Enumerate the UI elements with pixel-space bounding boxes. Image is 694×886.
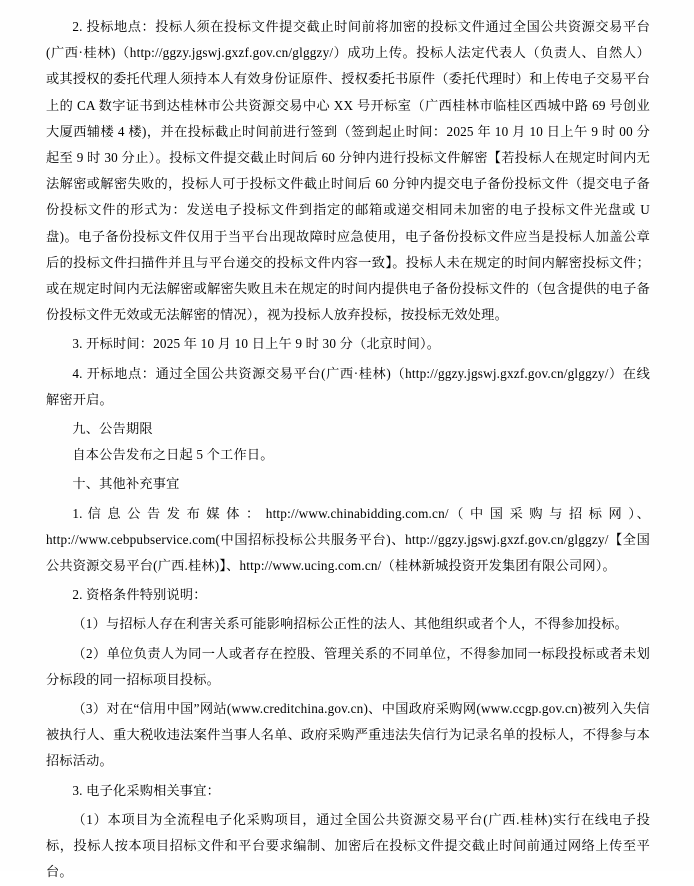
heading-section-nine: 九、公告期限: [72, 421, 153, 437]
paragraph-qualification-2: （2）单位负责人为同一人或者存在控股、管理关系的不同单位，不得参加同一标段投标或者未划分标段的同一招标项目投标。: [46, 645, 650, 687]
paragraph-e-procurement-note: 3. 电子化采购相关事宜：: [72, 782, 221, 798]
paragraph-section-nine-body: 自本公告发布之日起 5 个工作日。: [72, 447, 274, 463]
paragraph-qualification-note: 2. 资格条件特别说明：: [72, 587, 207, 603]
heading-section-ten: 十、其他补充事宜: [72, 476, 180, 492]
paragraph-qualification-3: （3）对在“信用中国”网站(www.creditchina.gov.cn)、中国政府采购网(www.ccgp.gov.cn)被列入失信被执行人、重大税收违法案件当事人名单、政府采购严重违法失信行为记录名单的投标人，不得参与本招标活动。: [46, 701, 650, 769]
paragraph-qualification-1: （1）与招标人存在利害关系可能影响招标公正性的法人、其他组织或者个人，不得参加投标。: [72, 616, 629, 632]
paragraph-bid-open-time: 3. 开标时间：2025 年 10 月 10 日上午 9 时 30 分（北京时间）。: [72, 336, 441, 352]
paragraph-bid-open-location: 4. 开标地点：通过全国公共资源交易平台(广西·桂林)（http://ggzy.jgswj.gxzf.gov.cn/glggzy/）在线解密开启。: [46, 365, 650, 407]
paragraph-media-list: 1. 信 息 公 告 发 布 媒 体 ： http://www.chinabidding.com.cn/（ 中 国 采 购 与 招 标 网 ）、http://www.cebpubservice.com(中国招标投标公共服务平台)、http://ggzy.jgswj.gxzf.gov.cn/glggzy/【全国公共资源交易平台(广西.桂林)】、http://www.ucing.com.cn/（桂林新城投资开发集团有限公司网）。: [46, 505, 650, 574]
paragraph-bid-location: 2. 投标地点：投标人须在投标文件提交截止时间前将加密的投标文件通过全国公共资源交易平台(广西·桂林)（http://ggzy.jgswj.gxzf.gov.cn/glggzy/）成功上传。投标人法定代表人（负责人、自然人）或其授权的委托代理人须持本人有效身份证原件、授权委托书原件（委托代理时）和上传电子交易平台上的 CA 数字证书到达桂林市公共资源交易中心 XX 号开标室（广西桂林市临桂区西城中路 69 号创业大厦西辅楼 4 楼)，并在投标截止时间前进行签到（签到起止时间：2025 年 10 月 10 日上午 9 时 00 分起至 9 时 30 分止）。投标文件提交截止时间后 60 分钟内进行投标文件解密【若投标人在规定时间内无法解密或解密失败的，投标人可于投标文件截止时间后 60 分钟内提交电子备份投标文件（提交电子备份投标文件的形式为：发送电子投标文件到指定的邮箱或递交相同未加密的电子投标文件光盘或 U 盘)。电子备份投标文件仅用于当平台出现故障时应急使用，电子备份投标文件应当是投标人加盖公章后的投标文件扫描件并且与平台递交的投标文件内容一致】。投标人未在规定的时间内解密投标文件；或在规定时间内无法解密或解密失败且未在规定的时间内提供电子备份投标文件的（包含提供的电子备份投标文件无效或无法解密的情况），视为投标人放弃投标，按投标无效处理。: [46, 19, 650, 323]
paragraph-e-procurement-1: （1）本项目为全流程电子化采购项目，通过全国公共资源交易平台(广西.桂林)实行在线电子投标，投标人按本项目招标文件和平台要求编制、加密后在投标文件提交截止时间前通过网络上传至平台。: [46, 811, 650, 880]
